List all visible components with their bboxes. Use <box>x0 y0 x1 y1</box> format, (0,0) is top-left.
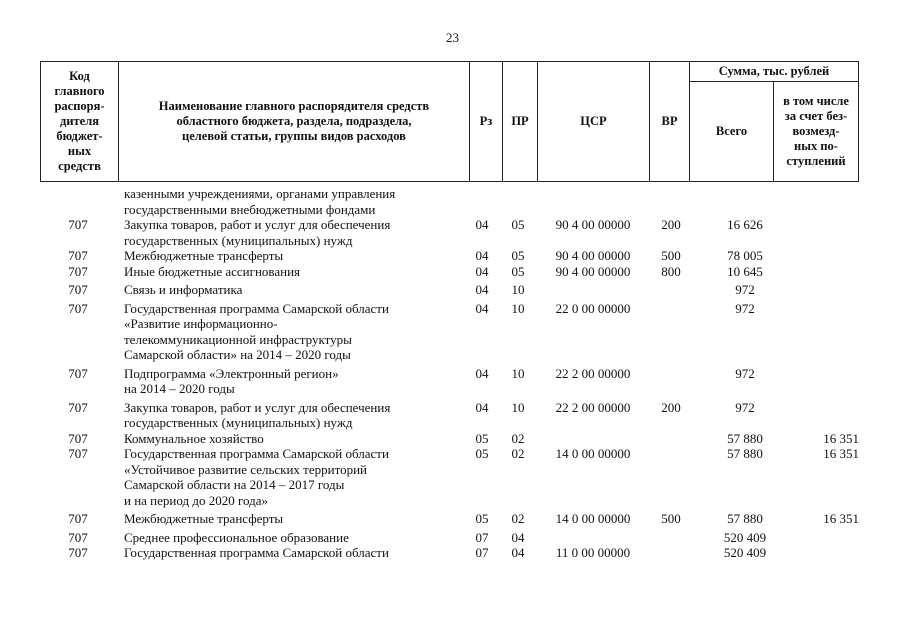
row-code: 707 <box>68 545 88 560</box>
row-csr: 90 4 00 00000 <box>555 248 631 263</box>
row-rz: 07 <box>475 545 489 560</box>
row-name <box>124 282 469 298</box>
row-name <box>124 511 469 527</box>
table-row <box>40 400 859 431</box>
row-code: 707 <box>68 446 88 461</box>
row-csr: 22 0 00 00000 <box>555 300 631 316</box>
header-line: Наименование главного распорядителя средств <box>158 99 430 113</box>
row-csr: 90 4 00 00000 <box>555 217 631 232</box>
row-pr: 10 <box>511 300 525 316</box>
row-code: 707 <box>68 300 88 316</box>
row-pr: 02 <box>511 430 525 446</box>
row-total: 972 <box>735 282 755 297</box>
row-name <box>124 186 469 217</box>
row-vr: 500 <box>661 511 681 526</box>
row-csr: 14 0 00 00000 <box>555 511 631 526</box>
header-name-text <box>159 99 429 144</box>
header-code <box>41 62 119 181</box>
row-name <box>124 248 469 264</box>
row-name-line: казенными учреждениями, органами управления <box>124 186 396 201</box>
row-name <box>124 264 469 280</box>
row-name-line: Государственная программа Самарской области <box>124 545 389 560</box>
row-pr: 04 <box>511 545 525 560</box>
row-csr: 22 2 00 00000 <box>555 365 631 381</box>
row-vr: 200 <box>661 217 681 232</box>
row-total: 16 626 <box>727 217 763 232</box>
row-name-line: Самарской области» на 2014 – 2020 годы <box>124 347 351 362</box>
row-name <box>124 301 469 363</box>
header-pr: ПР <box>503 62 538 181</box>
row-rz: 04 <box>475 248 489 263</box>
header-line: областного бюджета, раздела, подраздела, <box>176 114 412 128</box>
row-name-line: на 2014 – 2020 годы <box>124 381 235 396</box>
page-number: 23 <box>446 30 459 45</box>
header-line: средств <box>58 159 101 173</box>
header-csr: ЦСР <box>538 62 650 181</box>
row-code: 707 <box>68 217 88 232</box>
row-pr: 10 <box>511 365 525 381</box>
header-line: ступлений <box>786 154 846 168</box>
row-name-line: Коммунальное хозяйство <box>124 430 264 446</box>
header-line: главного <box>54 84 105 98</box>
row-csr: 22 2 00 00000 <box>555 399 631 415</box>
row-vr: 800 <box>661 263 681 279</box>
header-free-text <box>783 94 849 169</box>
row-name-line: Государственная программа Самарской области <box>124 446 389 461</box>
row-rz: 04 <box>475 365 489 381</box>
table-row <box>40 301 859 363</box>
row-code: 707 <box>68 282 88 297</box>
row-csr: 11 0 00 00000 <box>555 545 631 560</box>
row-rz: 04 <box>475 300 489 316</box>
table-row <box>40 530 859 546</box>
row-total: 78 005 <box>727 248 763 263</box>
row-free: 16 351 <box>823 446 859 461</box>
row-code: 707 <box>68 511 88 526</box>
header-line: Код <box>69 69 90 83</box>
row-total: 57 880 <box>727 430 763 446</box>
row-total: 972 <box>735 399 755 415</box>
row-name <box>124 545 469 561</box>
row-name-line: государственных (муниципальных) нужд <box>124 232 353 248</box>
row-total: 520 409 <box>723 545 767 560</box>
table-row <box>40 248 859 264</box>
row-pr: 05 <box>511 217 525 232</box>
table-row <box>40 186 859 217</box>
row-pr: 10 <box>511 282 525 297</box>
row-name <box>124 446 469 508</box>
row-name-line: Связь и информатика <box>124 282 243 297</box>
row-total: 972 <box>735 365 755 381</box>
row-name-line: «Развитие информационно- <box>124 316 278 331</box>
row-name-line: Закупка товаров, работ и услуг для обеспечения <box>124 399 391 415</box>
row-code: 707 <box>68 263 88 279</box>
row-total: 57 880 <box>727 446 763 461</box>
row-pr: 10 <box>511 399 525 415</box>
row-name-line: Государственная программа Самарской области <box>124 300 389 316</box>
row-name <box>124 366 469 397</box>
header-line: целевой статьи, группы видов расходов <box>182 129 406 143</box>
header-line: возмезд- <box>792 124 840 138</box>
row-name-line: Самарской области на 2014 – 2017 годы <box>124 477 345 492</box>
row-pr: 05 <box>511 248 525 263</box>
header-line: бюджет- <box>56 129 103 143</box>
table-header <box>40 61 859 182</box>
row-name <box>124 400 469 431</box>
header-name <box>119 62 470 181</box>
table-row <box>40 431 859 447</box>
row-pr: 02 <box>511 511 525 526</box>
header-line: ных <box>67 144 92 158</box>
row-name <box>124 530 469 546</box>
row-rz: 05 <box>475 430 489 446</box>
header-line: дителя <box>60 114 99 128</box>
table-row <box>40 545 859 561</box>
row-name-line: Межбюджетные трансферты <box>124 511 284 526</box>
row-code: 707 <box>68 430 88 446</box>
row-rz: 04 <box>475 282 489 297</box>
row-csr: 14 0 00 00000 <box>555 446 631 461</box>
header-code-text <box>54 69 104 174</box>
header-rz: Рз <box>470 62 503 181</box>
row-rz: 04 <box>475 217 489 232</box>
row-pr: 04 <box>511 529 525 545</box>
row-name-line: Иные бюджетные ассигнования <box>124 263 301 279</box>
row-vr: 200 <box>661 399 681 415</box>
row-code: 707 <box>68 529 88 545</box>
row-total: 520 409 <box>723 529 767 545</box>
row-name-line: Закупка товаров, работ и услуг для обеспечения <box>124 217 391 232</box>
row-code: 707 <box>68 399 88 415</box>
table-row <box>40 264 859 280</box>
table-body <box>40 186 859 561</box>
header-line: ных по- <box>794 139 838 153</box>
table-row <box>40 511 859 527</box>
table-row <box>40 446 859 508</box>
row-rz: 04 <box>475 263 489 279</box>
row-name <box>124 431 469 447</box>
row-code: 707 <box>68 248 88 263</box>
row-pr: 05 <box>511 263 525 279</box>
row-free: 16 351 <box>823 511 859 526</box>
row-name <box>124 217 469 248</box>
row-rz: 04 <box>475 399 489 415</box>
table-row <box>40 217 859 248</box>
row-name-line: «Устойчивое развитие сельских территорий <box>124 461 368 477</box>
header-line: за счет без- <box>784 109 848 123</box>
row-rz: 05 <box>475 511 489 526</box>
row-rz: 07 <box>475 529 489 545</box>
header-sum-title: Сумма, тыс. рублей <box>690 62 858 82</box>
row-name-line: и на период до 2020 года» <box>124 492 268 508</box>
table-row <box>40 282 859 298</box>
row-code: 707 <box>68 365 88 381</box>
header-total: Всего <box>690 82 774 181</box>
row-free: 16 351 <box>823 430 859 446</box>
header-sum <box>690 62 858 181</box>
row-name-line: Среднее профессиональное образование <box>124 529 349 545</box>
row-vr: 500 <box>661 248 681 263</box>
header-vr: ВР <box>650 62 690 181</box>
table-row <box>40 366 859 397</box>
row-name-line: Подпрограмма «Электронный регион» <box>124 365 339 381</box>
header-line: в том числе <box>783 94 849 108</box>
row-name-line: государственными внебюджетными фондами <box>124 201 376 217</box>
row-total: 10 645 <box>727 263 763 279</box>
row-name-line: Межбюджетные трансферты <box>124 248 284 263</box>
header-free <box>774 82 858 181</box>
row-name-line: государственных (муниципальных) нужд <box>124 415 353 430</box>
row-csr: 90 4 00 00000 <box>555 263 631 279</box>
row-name-line: телекоммуникационной инфраструктуры <box>124 331 352 347</box>
row-pr: 02 <box>511 446 525 461</box>
row-rz: 05 <box>475 446 489 461</box>
header-line: распоря- <box>54 99 105 113</box>
row-total: 972 <box>735 300 755 316</box>
row-total: 57 880 <box>727 511 763 526</box>
